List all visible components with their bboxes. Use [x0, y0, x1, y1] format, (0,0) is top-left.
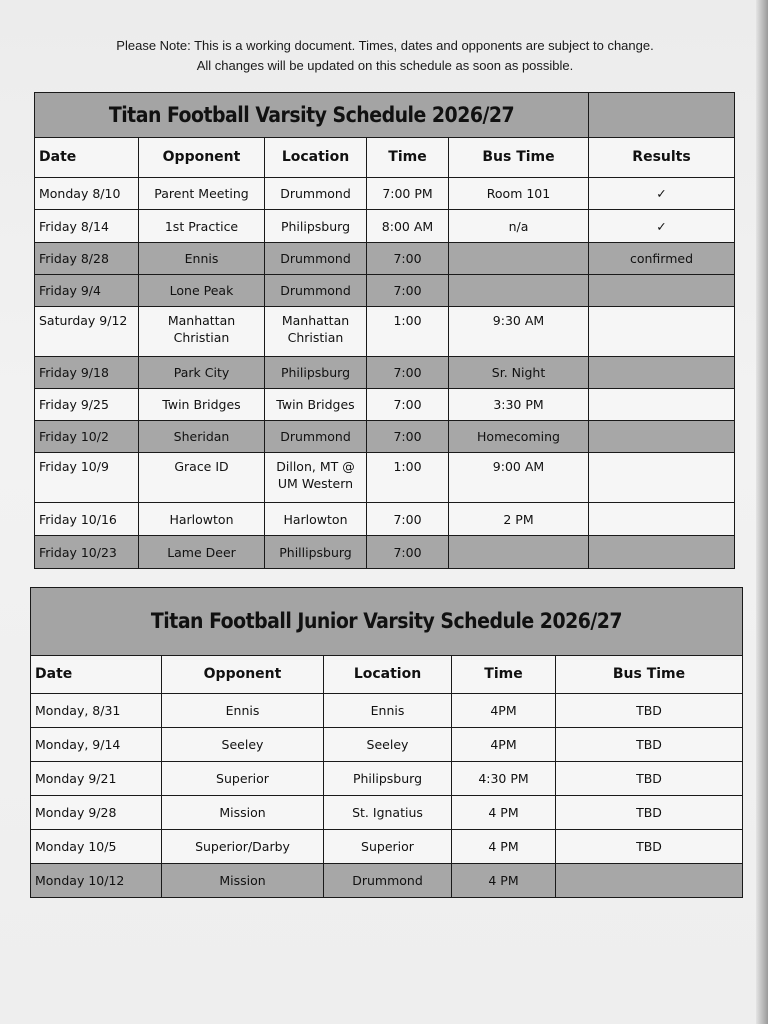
row-result	[589, 275, 735, 307]
row-opponent: Mission	[162, 796, 324, 830]
row-time: 4:30 PM	[452, 762, 556, 796]
row-location: Seeley	[324, 728, 452, 762]
row-opponent: Mission	[162, 864, 324, 898]
row-date: Monday 10/12	[31, 864, 162, 898]
row-bus-time: TBD	[556, 728, 743, 762]
row-opponent: Seeley	[162, 728, 324, 762]
row-bus-time: TBD	[556, 796, 743, 830]
row-time: 7:00	[367, 243, 449, 275]
row-bus-time: TBD	[556, 830, 743, 864]
row-bus-time	[449, 243, 589, 275]
row-date: Friday 9/4	[35, 275, 139, 307]
row-result	[589, 421, 735, 453]
row-bus-time: 3:30 PM	[449, 389, 589, 421]
header-location: Location	[324, 656, 452, 694]
row-date: Friday 8/28	[35, 243, 139, 275]
row-time: 7:00	[367, 275, 449, 307]
disclaimer-note	[60, 36, 710, 76]
table-row	[35, 307, 735, 357]
row-opponent: Superior/Darby	[162, 830, 324, 864]
table-row	[35, 243, 735, 275]
header-opponent: Opponent	[162, 656, 324, 694]
row-time: 4 PM	[452, 796, 556, 830]
row-time: 8:00 AM	[367, 210, 449, 243]
jv-header-row	[31, 656, 743, 694]
row-bus-time	[556, 864, 743, 898]
header-date: Date	[31, 656, 162, 694]
table-row	[31, 694, 743, 728]
row-time: 4PM	[452, 728, 556, 762]
row-bus-time: TBD	[556, 694, 743, 728]
row-opponent: Ennis	[139, 243, 265, 275]
table-row	[35, 536, 735, 569]
row-bus-time: Room 101	[449, 178, 589, 210]
varsity-title-blank	[589, 93, 735, 138]
row-bus-time: Sr. Night	[449, 357, 589, 389]
row-bus-time: n/a	[449, 210, 589, 243]
row-location: Drummond	[265, 275, 367, 307]
row-location: Drummond	[265, 421, 367, 453]
row-time: 1:00	[367, 307, 449, 357]
row-location: Drummond	[265, 178, 367, 210]
row-date: Friday 10/23	[35, 536, 139, 569]
row-opponent: Ennis	[162, 694, 324, 728]
row-bus-time	[449, 536, 589, 569]
note-line-1: Please Note: This is a working document. Times, dates and opponents are subject to change.	[116, 38, 654, 53]
row-result	[589, 307, 735, 357]
table-row	[35, 357, 735, 389]
header-bus-time: Bus Time	[449, 138, 589, 178]
row-bus-time: 2 PM	[449, 503, 589, 536]
row-location: Drummond	[265, 243, 367, 275]
row-opponent: Grace ID	[139, 453, 265, 503]
row-location: Harlowton	[265, 503, 367, 536]
row-bus-time	[449, 275, 589, 307]
row-date: Friday 10/2	[35, 421, 139, 453]
row-bus-time: TBD	[556, 762, 743, 796]
row-location: Drummond	[324, 864, 452, 898]
row-time: 4 PM	[452, 830, 556, 864]
row-opponent: Park City	[139, 357, 265, 389]
table-row	[35, 503, 735, 536]
table-row	[31, 864, 743, 898]
row-time: 7:00	[367, 503, 449, 536]
header-time: Time	[367, 138, 449, 178]
row-opponent: Lame Deer	[139, 536, 265, 569]
row-opponent: Harlowton	[139, 503, 265, 536]
row-time: 7:00 PM	[367, 178, 449, 210]
header-bus-time: Bus Time	[556, 656, 743, 694]
row-location: St. Ignatius	[324, 796, 452, 830]
header-results: Results	[589, 138, 735, 178]
row-time: 1:00	[367, 453, 449, 503]
row-location: Manhattan Christian	[265, 307, 367, 357]
row-time: 7:00	[367, 536, 449, 569]
jv-title: Titan Football Junior Varsity Schedule 2026/27	[31, 588, 743, 656]
row-date: Monday 10/5	[31, 830, 162, 864]
row-time: 4PM	[452, 694, 556, 728]
row-location: Phillipsburg	[265, 536, 367, 569]
header-opponent: Opponent	[139, 138, 265, 178]
table-row	[31, 728, 743, 762]
row-date: Monday, 9/14	[31, 728, 162, 762]
row-location: Ennis	[324, 694, 452, 728]
row-opponent: Sheridan	[139, 421, 265, 453]
checkmark-icon: ✓	[589, 178, 735, 210]
row-bus-time: 9:30 AM	[449, 307, 589, 357]
row-bus-time: 9:00 AM	[449, 453, 589, 503]
paper-edge-shadow	[756, 0, 768, 1024]
row-opponent: Parent Meeting	[139, 178, 265, 210]
row-date: Friday 8/14	[35, 210, 139, 243]
row-date: Friday 10/9	[35, 453, 139, 503]
row-time: 7:00	[367, 357, 449, 389]
table-row	[31, 830, 743, 864]
row-result	[589, 503, 735, 536]
row-date: Saturday 9/12	[35, 307, 139, 357]
header-date: Date	[35, 138, 139, 178]
row-time: 7:00	[367, 421, 449, 453]
row-opponent: Lone Peak	[139, 275, 265, 307]
row-location: Twin Bridges	[265, 389, 367, 421]
row-date: Friday 9/18	[35, 357, 139, 389]
row-opponent: Twin Bridges	[139, 389, 265, 421]
row-date: Monday, 8/31	[31, 694, 162, 728]
row-date: Monday 9/28	[31, 796, 162, 830]
row-date: Monday 9/21	[31, 762, 162, 796]
table-row	[35, 453, 735, 503]
varsity-title: Titan Football Varsity Schedule 2026/27	[35, 93, 589, 138]
row-date: Friday 9/25	[35, 389, 139, 421]
table-row	[35, 178, 735, 210]
row-date: Friday 10/16	[35, 503, 139, 536]
checkmark-icon: ✓	[589, 210, 735, 243]
table-row	[35, 275, 735, 307]
table-row	[31, 796, 743, 830]
row-opponent: Manhattan Christian	[139, 307, 265, 357]
row-result	[589, 536, 735, 569]
note-line-2: All changes will be updated on this schedule as soon as possible.	[196, 58, 574, 73]
header-time: Time	[452, 656, 556, 694]
row-date: Monday 8/10	[35, 178, 139, 210]
varsity-schedule-table	[34, 92, 735, 569]
varsity-header-row	[35, 138, 735, 178]
jv-schedule-table	[30, 587, 743, 898]
table-row	[31, 762, 743, 796]
row-location: Philipsburg	[265, 210, 367, 243]
row-location: Philipsburg	[265, 357, 367, 389]
table-row	[35, 210, 735, 243]
row-time: 4 PM	[452, 864, 556, 898]
row-result	[589, 389, 735, 421]
row-location: Superior	[324, 830, 452, 864]
row-time: 7:00	[367, 389, 449, 421]
header-location: Location	[265, 138, 367, 178]
row-result	[589, 357, 735, 389]
table-row	[35, 421, 735, 453]
row-location: Dillon, MT @ UM Western	[265, 453, 367, 503]
row-opponent: Superior	[162, 762, 324, 796]
row-bus-time: Homecoming	[449, 421, 589, 453]
row-location: Philipsburg	[324, 762, 452, 796]
row-result: confirmed	[589, 243, 735, 275]
row-result	[589, 453, 735, 503]
table-row	[35, 389, 735, 421]
row-opponent: 1st Practice	[139, 210, 265, 243]
